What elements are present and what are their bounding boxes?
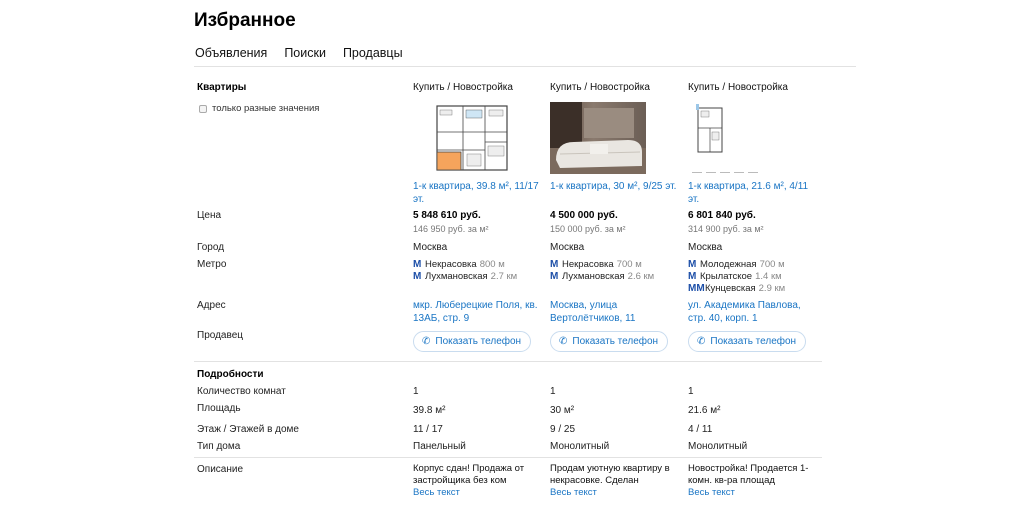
show-phone-label: Показать телефон — [572, 336, 659, 347]
detail-floor: 4 / 11 — [688, 424, 713, 435]
phone-icon: ✆ — [697, 336, 706, 347]
listing-type: Купить / Новостройка — [550, 82, 650, 93]
listing-price: 5 848 610 руб. — [413, 210, 481, 221]
detail-label-description: Описание — [197, 464, 244, 475]
detail-description: Корпус сдан! Продажа от застройщика без ком — [413, 463, 525, 486]
row-label-metro: Метро — [197, 259, 227, 270]
detail-rooms: 1 — [550, 386, 556, 397]
detail-description: Новостройка! Продается 1-комн. кв-ра площад — [688, 463, 809, 486]
detail-label-area: Площадь — [197, 403, 241, 414]
only-different-checkbox[interactable] — [199, 103, 319, 114]
listing-city: Москва — [688, 242, 723, 253]
only-different-label: только разные значения — [212, 103, 320, 114]
section-details-heading: Подробности — [197, 369, 264, 380]
metro-distance: 700 м — [616, 259, 642, 270]
pagination-dot[interactable] — [706, 172, 716, 173]
metro-icon: M — [413, 259, 422, 270]
full-text-link[interactable]: Весь текст — [413, 487, 460, 498]
row-label-seller: Продавец — [197, 330, 243, 341]
row-label-price: Цена — [197, 210, 222, 221]
floor-plan-thumbnail[interactable] — [423, 102, 519, 174]
detail-area: 39.8 м² — [413, 405, 446, 416]
metro-station — [550, 271, 654, 282]
phone-icon: ✆ — [422, 336, 431, 347]
detail-floor: 11 / 17 — [413, 424, 443, 435]
pagination-dot[interactable] — [734, 172, 744, 173]
detail-label-rooms: Количество комнат — [197, 386, 286, 397]
listing-link[interactable]: 1-к квартира, 39.8 м², 11/17 эт. — [413, 181, 539, 205]
metro-distance: 2.6 км — [627, 271, 655, 282]
listing-type: Купить / Новостройка — [413, 82, 513, 93]
section-divider — [194, 361, 822, 362]
pagination-dot[interactable] — [720, 172, 730, 173]
section-apartments-heading: Квартиры — [197, 82, 247, 93]
metro-station — [688, 259, 785, 270]
metro-icon: MM — [688, 283, 705, 294]
listing-link[interactable]: 1-к квартира, 30 м², 9/25 эт. — [550, 181, 677, 192]
listing-city: Москва — [413, 242, 448, 253]
show-phone-label: Показать телефон — [710, 336, 797, 347]
listing-address-link[interactable]: мкр. Люберецкие Поля, кв. 13АБ, стр. 9 — [413, 300, 538, 324]
show-phone-button[interactable] — [550, 331, 668, 352]
metro-distance: 2.7 км — [490, 271, 518, 282]
metro-distance: 1.4 км — [755, 271, 782, 282]
listing-price: 4 500 000 руб. — [550, 210, 618, 221]
detail-rooms: 1 — [413, 386, 419, 397]
detail-area: 21.6 м² — [688, 405, 721, 416]
metro-distance: 700 м — [759, 259, 785, 270]
listing-address-link[interactable]: ул. Академика Павлова, стр. 40, корп. 1 — [688, 300, 801, 324]
row-label-address: Адрес — [197, 300, 226, 311]
checkbox-box[interactable] — [199, 105, 207, 113]
metro-name: Крылатское — [700, 271, 753, 282]
detail-area: 30 м² — [550, 405, 575, 416]
detail-house-type: Монолитный — [550, 441, 610, 452]
price-per-m2: 146 950 руб. за м² — [413, 224, 489, 234]
metro-station — [688, 271, 782, 282]
tabs-divider — [194, 66, 856, 67]
listing-link[interactable]: 1-к квартира, 21.6 м², 4/11 эт. — [688, 181, 809, 205]
detail-description: Продам уютную квартиру в некрасовке. Сделан — [550, 463, 670, 486]
show-phone-button[interactable] — [413, 331, 531, 352]
metro-station — [413, 271, 517, 282]
listing-type: Купить / Новостройка — [688, 82, 788, 93]
metro-name: Некрасовка — [425, 259, 477, 270]
metro-icon: M — [413, 271, 422, 282]
detail-label-floor: Этаж / Этажей в доме — [197, 424, 299, 435]
metro-station — [688, 283, 785, 294]
detail-label-house-type: Тип дома — [197, 441, 241, 452]
metro-distance: 2.9 км — [758, 283, 786, 294]
full-text-link[interactable]: Весь текст — [688, 487, 735, 498]
show-phone-button[interactable] — [688, 331, 806, 352]
tab-listings[interactable]: Объявления — [195, 46, 268, 60]
description-divider — [194, 457, 822, 458]
metro-name: Лухмановская — [562, 271, 625, 282]
phone-icon: ✆ — [559, 336, 568, 347]
listing-city: Москва — [550, 242, 585, 253]
listing-address-link[interactable]: Москва, улица Вертолётчиков, 11 — [550, 300, 636, 324]
pagination-dot[interactable] — [748, 172, 758, 173]
metro-icon: M — [688, 271, 697, 282]
metro-name: Некрасовка — [562, 259, 614, 270]
metro-name: Кунцевская — [705, 283, 756, 294]
metro-icon: M — [688, 259, 697, 270]
row-label-city: Город — [197, 242, 225, 253]
price-per-m2: 150 000 руб. за м² — [550, 224, 626, 234]
detail-floor: 9 / 25 — [550, 424, 576, 435]
photo-pagination — [692, 172, 758, 173]
listing-price: 6 801 840 руб. — [688, 210, 756, 221]
detail-house-type: Панельный — [413, 441, 466, 452]
metro-station — [413, 259, 505, 270]
metro-icon: M — [550, 259, 559, 270]
page-title: Избранное — [194, 10, 296, 31]
metro-station — [550, 259, 642, 270]
detail-rooms: 1 — [688, 386, 694, 397]
tab-sellers[interactable]: Продавцы — [342, 46, 403, 60]
metro-name: Лухмановская — [425, 271, 488, 282]
metro-distance: 800 м — [479, 259, 505, 270]
show-phone-label: Показать телефон — [435, 336, 522, 347]
price-per-m2: 314 900 руб. за м² — [688, 224, 764, 234]
full-text-link[interactable]: Весь текст — [550, 487, 597, 498]
room-photo-thumbnail[interactable] — [550, 102, 646, 174]
metro-icon: M — [550, 271, 559, 282]
metro-name: Молодежная — [700, 259, 757, 270]
tab-searches[interactable]: Поиски — [284, 46, 326, 60]
small-floor-plan-thumbnail[interactable] — [688, 102, 784, 174]
detail-house-type: Монолитный — [688, 441, 748, 452]
pagination-dot[interactable] — [692, 172, 702, 173]
tabs — [195, 46, 403, 60]
